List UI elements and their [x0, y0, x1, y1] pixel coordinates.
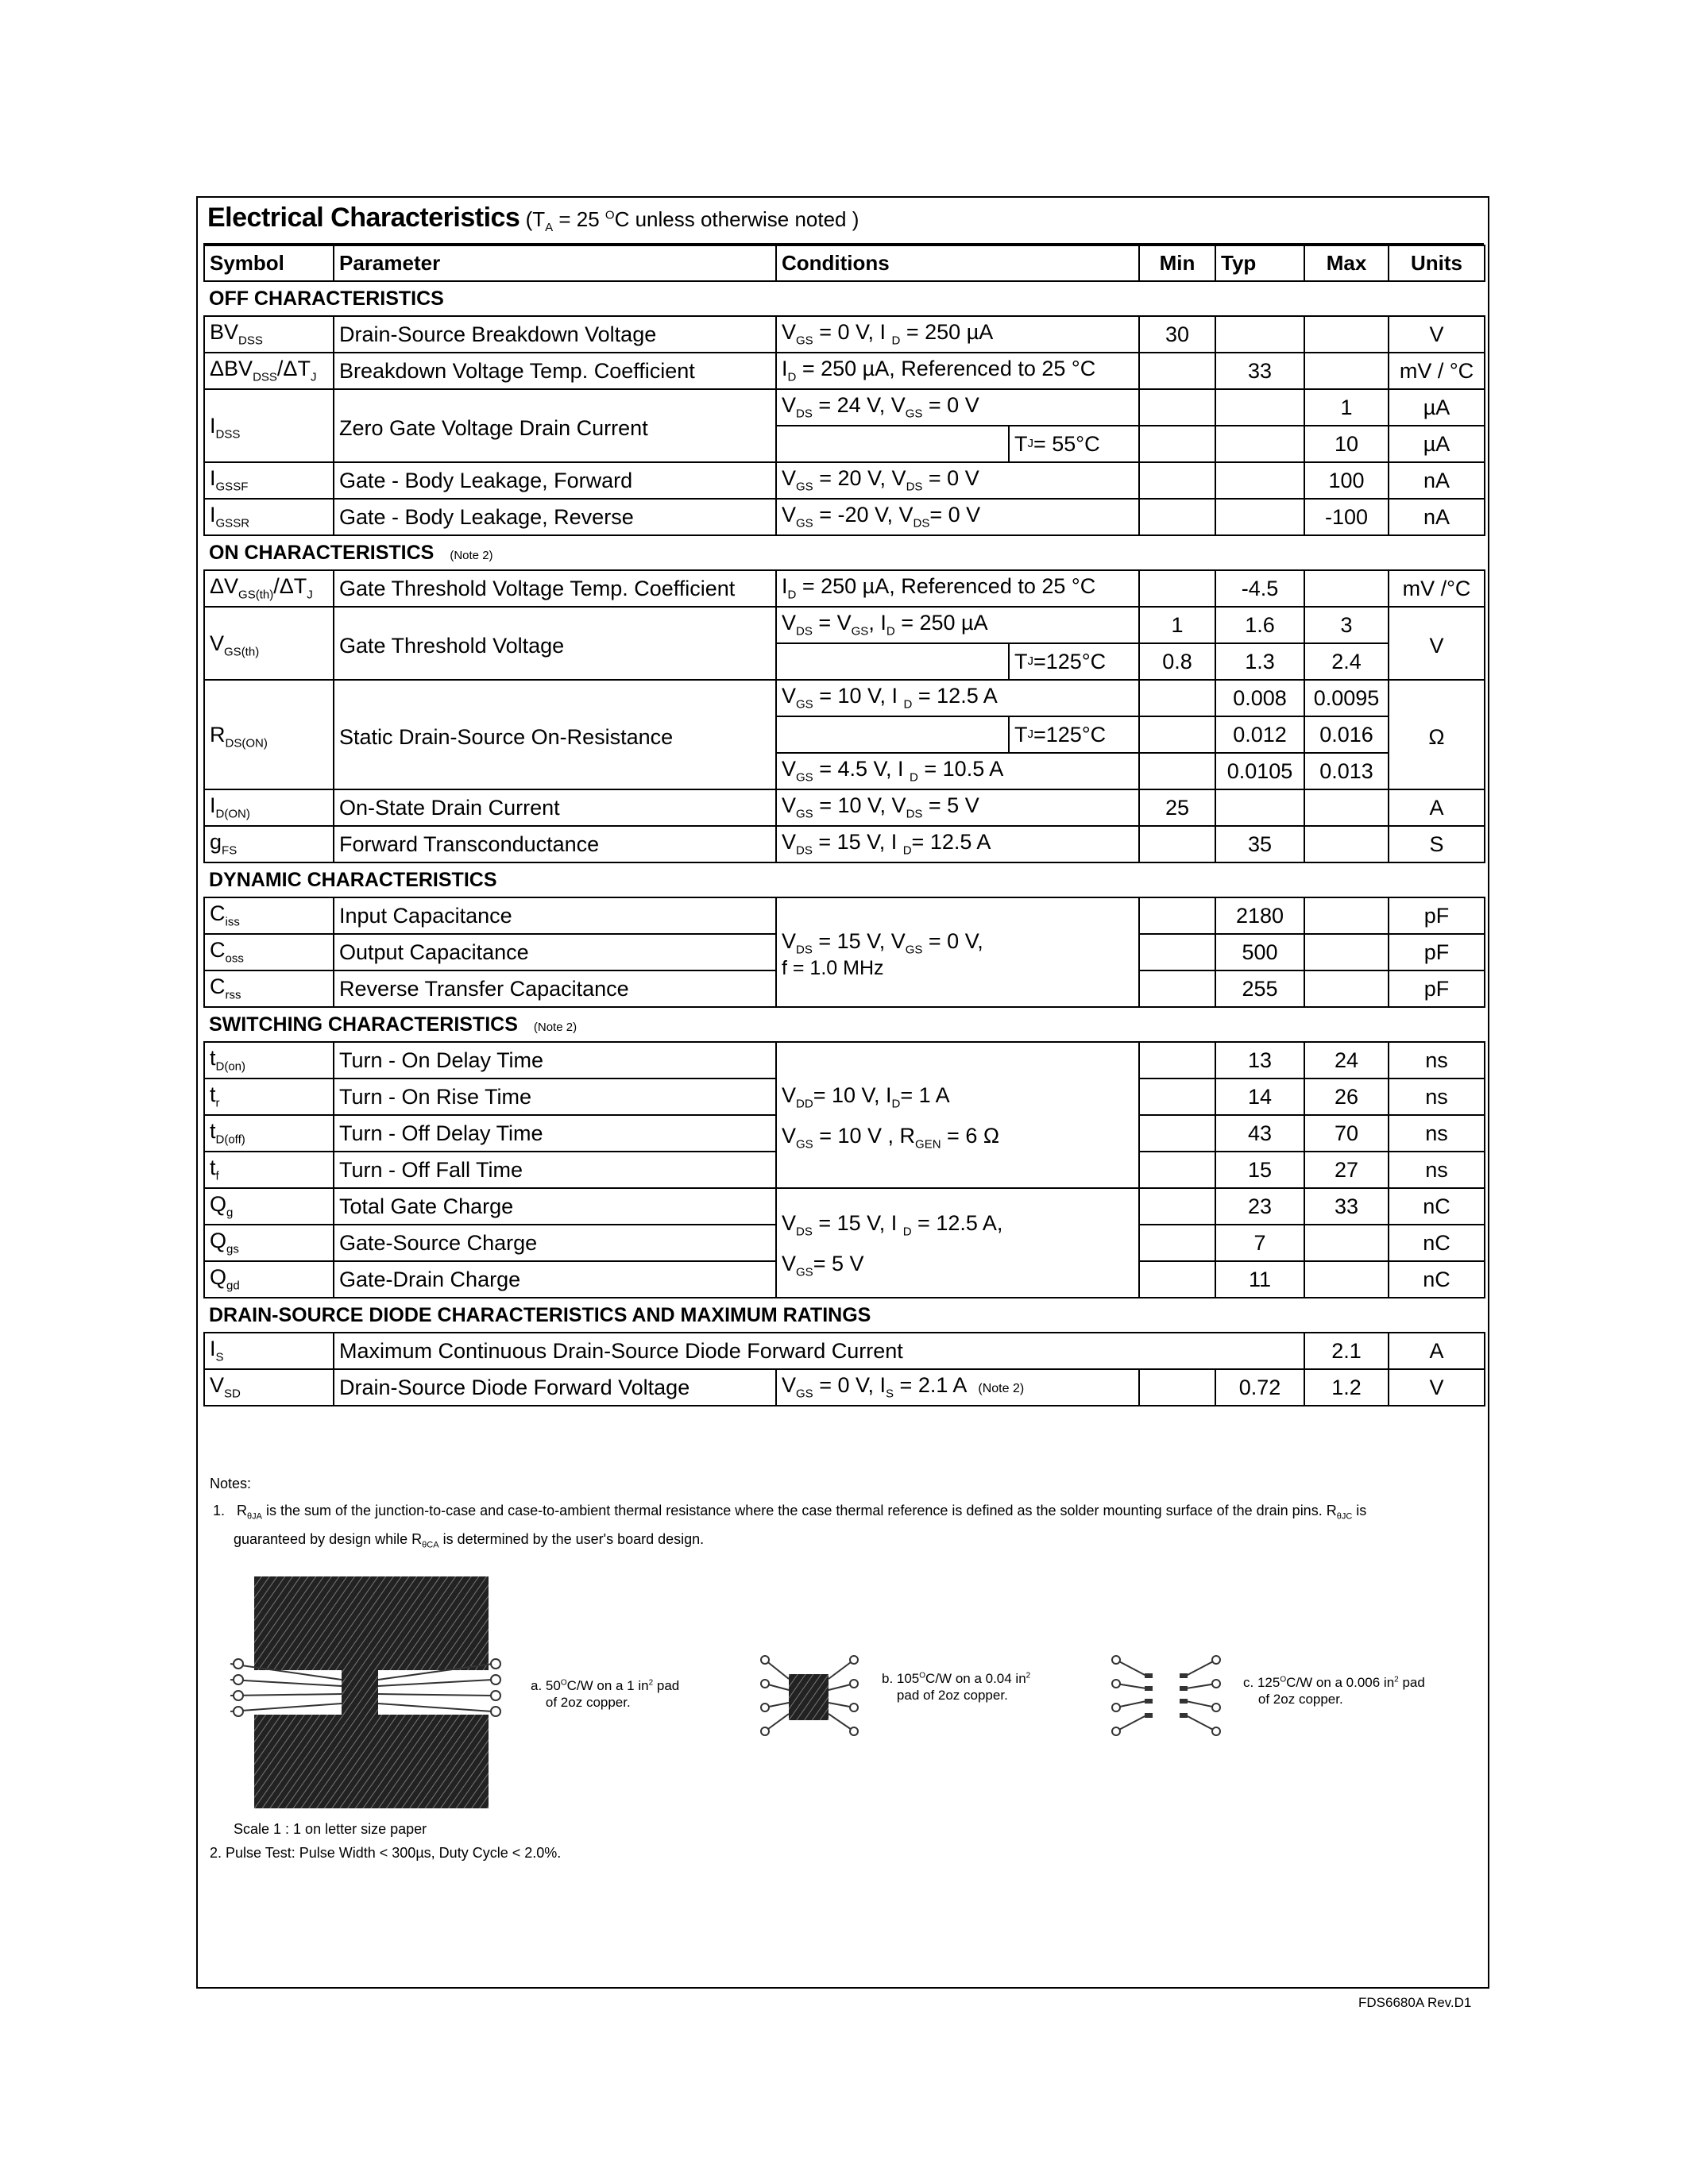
conditions: $V_{GS} = -20$ V, $V_{DS}= 0$ V [776, 499, 1139, 535]
max: 0.013 [1304, 753, 1389, 789]
conditions: $V_{DS} = V_{GS}$, $I_D = 250$ µA [776, 607, 1139, 643]
table-row [204, 897, 1485, 934]
max [1304, 934, 1389, 970]
figure-b-caption: b. $105^OC/W$ on a 0.04 $in^2$ pad of 2oz copper. [882, 1671, 1031, 1704]
typ: 13 [1215, 1042, 1304, 1078]
table-row [204, 570, 1485, 607]
symbol: $I_S$ [204, 1333, 334, 1369]
max: 70 [1304, 1115, 1389, 1152]
max [1304, 970, 1389, 1007]
max: 33 [1304, 1188, 1389, 1225]
parameter: Gate Threshold Voltage [334, 607, 776, 680]
min [1139, 389, 1215, 426]
max [1304, 897, 1389, 934]
max: 27 [1304, 1152, 1389, 1188]
units: pF [1389, 897, 1485, 934]
figure-a-caption: a. $50^OC/W$ on a 1 $in^2$ pad of 2oz copper. [531, 1678, 680, 1711]
max [1304, 353, 1389, 389]
max: -100 [1304, 499, 1389, 535]
table-row [204, 389, 1485, 426]
min [1139, 970, 1215, 1007]
pad-figure-a [222, 1576, 516, 1815]
parameter: Turn - On Rise Time [334, 1078, 776, 1115]
parameter: Forward Transconductance [334, 826, 776, 862]
min [1139, 1115, 1215, 1152]
typ: 11 [1215, 1261, 1304, 1298]
symbol: $\Delta V_{GS(th)}/\Delta T_J$ [204, 570, 334, 607]
conditions: $V_{DS} = 15$ V, $V_{GS} = 0$ V, f = 1.0 MHz [776, 897, 1139, 1007]
conditions: $V_{DD}= 10$ V, $I_D= 1$ A $V_{GS} = 10$ V , $R_{GEN} = 6$ Ω [776, 1042, 1139, 1188]
units: V [1389, 316, 1485, 353]
typ: 15 [1215, 1152, 1304, 1188]
symbol: $t_f$ [204, 1152, 334, 1188]
max [1304, 316, 1389, 353]
units: nC [1389, 1261, 1485, 1298]
symbol: $\Delta BV_{DSS}/\Delta T_J$ [204, 353, 334, 389]
typ [1215, 389, 1304, 426]
units: mV /°C [1389, 570, 1485, 607]
note-1-line-1: 1. $R_{\theta JA}$ is the sum of the junction-to-case and case-to-ambient thermal resistance where the case thermal reference is defined as the solder mounting surface of the drain pins. $R_{\theta JC}$ is [213, 1503, 1367, 1522]
symbol: $V_{SD}$ [204, 1369, 334, 1406]
typ: -4.5 [1215, 570, 1304, 607]
min [1139, 570, 1215, 607]
min: 1 [1139, 607, 1215, 643]
symbol: $g_{FS}$ [204, 826, 334, 862]
parameter: Input Capacitance [334, 897, 776, 934]
typ: 33 [1215, 353, 1304, 389]
max [1304, 570, 1389, 607]
table-row [204, 1369, 1485, 1406]
min: 25 [1139, 789, 1215, 826]
symbol: $t_r$ [204, 1078, 334, 1115]
typ: 0.012 [1215, 716, 1304, 753]
parameter: Gate Threshold Voltage Temp. Coefficient [334, 570, 776, 607]
units: A [1389, 1333, 1485, 1369]
header-row [204, 245, 1485, 281]
units: pF [1389, 934, 1485, 970]
conditions: $I_D = 250$ µA, Referenced to 25 °C [776, 353, 1139, 389]
conditions: $V_{GS} = 10$ V, I $_D$ = 12.5 A [776, 680, 1139, 716]
symbol: $Q_{gs}$ [204, 1225, 334, 1261]
table-row [204, 607, 1485, 643]
section-title: DYNAMIC CHARACTERISTICS [204, 862, 1485, 897]
pad-figure-b [759, 1652, 862, 1739]
min [1139, 826, 1215, 862]
units: A [1389, 789, 1485, 826]
section-switching [204, 1007, 1485, 1042]
typ: 35 [1215, 826, 1304, 862]
symbol: $I_{D(ON)}$ [204, 789, 334, 826]
section-title: OFF CHARACTERISTICS [204, 281, 1485, 316]
min [1139, 1078, 1215, 1115]
parameter: Gate-Source Charge [334, 1225, 776, 1261]
typ [1215, 462, 1304, 499]
max: 100 [1304, 462, 1389, 499]
units: ns [1389, 1042, 1485, 1078]
parameter: Static Drain-Source On-Resistance [334, 680, 776, 789]
conditions: $V_{GS} = 10$ V, $V_{DS} = 5$ V [776, 789, 1139, 826]
units: mV / °C [1389, 353, 1485, 389]
max [1304, 1225, 1389, 1261]
units: nA [1389, 462, 1485, 499]
symbol: $t_{D(on)}$ [204, 1042, 334, 1078]
typ: 7 [1215, 1225, 1304, 1261]
max: 0.016 [1304, 716, 1389, 753]
conditions: $V_{DS} = 24$ V, $V_{GS} = 0$ V [776, 389, 1139, 426]
max: 0.0095 [1304, 680, 1389, 716]
units: ns [1389, 1115, 1485, 1152]
typ: 500 [1215, 934, 1304, 970]
typ: 2180 [1215, 897, 1304, 934]
parameter: Total Gate Charge [334, 1188, 776, 1225]
min [1139, 716, 1215, 753]
typ [1215, 789, 1304, 826]
min: 0.8 [1139, 643, 1215, 680]
units: nA [1389, 499, 1485, 535]
max: 24 [1304, 1042, 1389, 1078]
parameter: Turn - Off Delay Time [334, 1115, 776, 1152]
symbol: $C_{iss}$ [204, 897, 334, 934]
conditions: T J = 55°C [776, 426, 1139, 462]
max: 3 [1304, 607, 1389, 643]
conditions: $V_{GS} = 4.5$ V, I $_D$ = 10.5 A [776, 753, 1139, 789]
conditions: $V_{GS} = 0$ V, $I_S = 2.1$ A (Note 2) [776, 1369, 1139, 1406]
min [1139, 1042, 1215, 1078]
units: µA [1389, 389, 1485, 426]
conditions: $V_{GS} = 0$ V, I $_D$ = 250 µA [776, 316, 1139, 353]
min [1139, 934, 1215, 970]
min [1139, 753, 1215, 789]
max: 2.1 [1304, 1333, 1389, 1369]
pad-figure-c [1108, 1652, 1227, 1739]
units: Ω [1389, 680, 1485, 789]
table-row [204, 1188, 1485, 1225]
table-row [204, 353, 1485, 389]
conditions: $V_{DS} = 15$ V, I $_D$ = 12.5 A, $V_{GS}= 5$ V [776, 1188, 1139, 1298]
symbol: $I_{GSSF}$ [204, 462, 334, 499]
section-title: DRAIN-SOURCE DIODE CHARACTERISTICS AND MAXIMUM RATINGS [204, 1298, 1485, 1333]
parameter: Turn - On Delay Time [334, 1042, 776, 1078]
parameter: Gate - Body Leakage, Reverse [334, 499, 776, 535]
scale-note: Scale 1 : 1 on letter size paper [234, 1821, 427, 1837]
col-units: Units [1389, 245, 1485, 281]
parameter: Breakdown Voltage Temp. Coefficient [334, 353, 776, 389]
units: nC [1389, 1188, 1485, 1225]
typ: 43 [1215, 1115, 1304, 1152]
min: 30 [1139, 316, 1215, 353]
symbol: $R_{DS(ON)}$ [204, 680, 334, 789]
max [1304, 789, 1389, 826]
parameter: Drain-Source Breakdown Voltage [334, 316, 776, 353]
typ: 1.6 [1215, 607, 1304, 643]
parameter: Output Capacitance [334, 934, 776, 970]
col-symbol: Symbol [204, 245, 334, 281]
min [1139, 1152, 1215, 1188]
electrical-characteristics-table [203, 245, 1485, 1406]
typ: 1.3 [1215, 643, 1304, 680]
col-typ: Typ [1215, 245, 1304, 281]
min [1139, 499, 1215, 535]
min [1139, 897, 1215, 934]
max: 1.2 [1304, 1369, 1389, 1406]
note-2: 2. Pulse Test: Pulse Width < 300µs, Duty Cycle < 2.0%. [210, 1845, 562, 1861]
units: µA [1389, 426, 1485, 462]
table-row [204, 789, 1485, 826]
typ [1215, 426, 1304, 462]
units: V [1389, 607, 1485, 680]
document-id: FDS6680A Rev.D1 [1358, 1995, 1472, 2010]
section-on [204, 535, 1485, 570]
units: V [1389, 1369, 1485, 1406]
symbol: $C_{oss}$ [204, 934, 334, 970]
units: pF [1389, 970, 1485, 1007]
symbol: $Q_g$ [204, 1188, 334, 1225]
min [1139, 1188, 1215, 1225]
parameter: Zero Gate Voltage Drain Current [334, 389, 776, 462]
max: 1 [1304, 389, 1389, 426]
notes-heading: Notes: [210, 1476, 252, 1491]
symbol: $t_{D(off)}$ [204, 1115, 334, 1152]
units: ns [1389, 1152, 1485, 1188]
units: ns [1389, 1078, 1485, 1115]
section-dynamic [204, 862, 1485, 897]
table-row [204, 680, 1485, 716]
section-diode [204, 1298, 1485, 1333]
table-row [204, 1042, 1485, 1078]
max: 10 [1304, 426, 1389, 462]
table-row [204, 826, 1485, 862]
typ: 23 [1215, 1188, 1304, 1225]
parameter: Reverse Transfer Capacitance [334, 970, 776, 1007]
conditions: $V_{GS} = 20$ V, $V_{DS} = 0$ V [776, 462, 1139, 499]
typ: 0.72 [1215, 1369, 1304, 1406]
symbol: $C_{rss}$ [204, 970, 334, 1007]
parameter: Turn - Off Fall Time [334, 1152, 776, 1188]
typ [1215, 316, 1304, 353]
units: S [1389, 826, 1485, 862]
section-title: ON CHARACTERISTICS (Note 2) [204, 535, 1485, 570]
conditions: T J =125°C [776, 643, 1139, 680]
typ: 14 [1215, 1078, 1304, 1115]
min [1139, 462, 1215, 499]
symbol: $Q_{gd}$ [204, 1261, 334, 1298]
min [1139, 353, 1215, 389]
conditions: $I_D = 250$ µA, Referenced to 25 °C [776, 570, 1139, 607]
symbol: $V_{GS(th)}$ [204, 607, 334, 680]
symbol: $BV_{DSS}$ [204, 316, 334, 353]
parameter: Gate-Drain Charge [334, 1261, 776, 1298]
parameter: Maximum Continuous Drain-Source Diode Forward Current [334, 1333, 1304, 1369]
conditions: T J =125°C [776, 716, 1139, 753]
min [1139, 426, 1215, 462]
units: nC [1389, 1225, 1485, 1261]
note-1-line-2: guaranteed by design while $R_{\theta CA}$ is determined by the user's board design. [234, 1531, 705, 1550]
max: 2.4 [1304, 643, 1389, 680]
min [1139, 680, 1215, 716]
conditions: $V_{DS} = 15$ V, I $_D$= 12.5 A [776, 826, 1139, 862]
section-title: SWITCHING CHARACTERISTICS (Note 2) [204, 1007, 1485, 1042]
min [1139, 1225, 1215, 1261]
symbol: $I_{DSS}$ [204, 389, 334, 462]
parameter: Gate - Body Leakage, Forward [334, 462, 776, 499]
typ: 0.0105 [1215, 753, 1304, 789]
table-title: Electrical Characteristics ($T_A = 25$ $^O$C unless otherwise noted ) [207, 203, 859, 235]
symbol: $I_{GSSR}$ [204, 499, 334, 535]
parameter: Drain-Source Diode Forward Voltage [334, 1369, 776, 1406]
typ [1215, 499, 1304, 535]
max [1304, 1261, 1389, 1298]
col-parameter: Parameter [334, 245, 776, 281]
table-row [204, 499, 1485, 535]
min [1139, 1261, 1215, 1298]
table-row [204, 316, 1485, 353]
col-conditions: Conditions [776, 245, 1139, 281]
max: 26 [1304, 1078, 1389, 1115]
section-off [204, 281, 1485, 316]
typ: 0.008 [1215, 680, 1304, 716]
typ: 255 [1215, 970, 1304, 1007]
figure-c-caption: c. $125^OC/W$ on a 0.006 $in^2$ pad of 2oz copper. [1243, 1675, 1425, 1707]
parameter: On-State Drain Current [334, 789, 776, 826]
min [1139, 1369, 1215, 1406]
col-max: Max [1304, 245, 1389, 281]
col-min: Min [1139, 245, 1215, 281]
max [1304, 826, 1389, 862]
table-row [204, 1333, 1485, 1369]
table-row [204, 462, 1485, 499]
